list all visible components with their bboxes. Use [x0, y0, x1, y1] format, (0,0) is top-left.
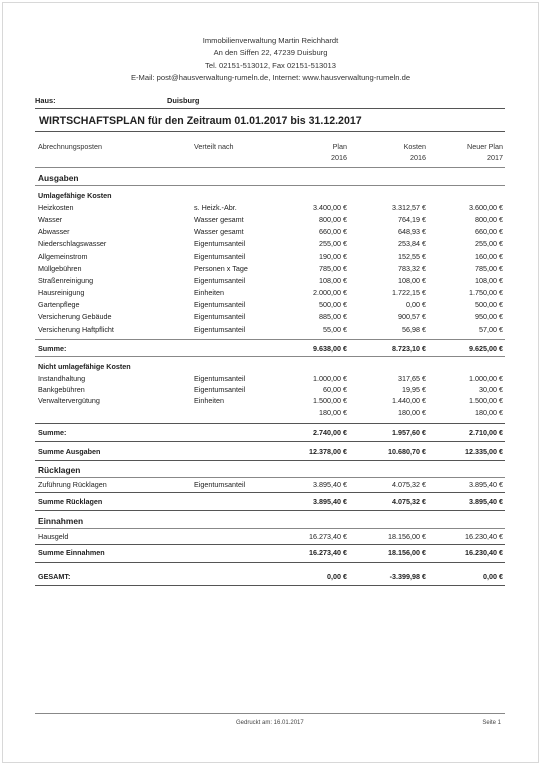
- row-plan-2016: 55,00 €: [323, 324, 347, 334]
- table-row: [35, 312, 505, 324]
- row-plan-2016: 1.000,00 €: [313, 374, 347, 383]
- row-distribution: Eigentumsanteil: [194, 374, 246, 383]
- divider: [35, 528, 505, 529]
- row-name: Bankgebühren: [38, 385, 85, 395]
- footer-printed: Gedruckt am: 16.01.2017: [236, 720, 304, 726]
- row-distribution: Eigentumsanteil: [194, 312, 246, 322]
- divider: [35, 356, 505, 357]
- row-distribution: Eigentumsanteil: [194, 251, 246, 261]
- row-distribution: Wasser gesamt: [194, 215, 244, 225]
- row-neuer-plan-2017: 660,00 €: [475, 227, 503, 237]
- row-plan-2016: 16.273,40 €: [309, 532, 347, 541]
- row-plan-2016: 255,00 €: [319, 239, 347, 249]
- row-kosten-2016: 317,65 €: [398, 374, 426, 383]
- row-kosten-2016: 152,55 €: [398, 251, 426, 261]
- row-neuer-plan-2017: 180,00 €: [475, 407, 503, 417]
- table-row: [35, 300, 505, 312]
- row-kosten-2016: 3.312,57 €: [392, 203, 426, 212]
- sum-row: [35, 428, 505, 440]
- table-row: [35, 203, 505, 215]
- divider: [35, 423, 505, 424]
- row-plan-2016: 1.500,00 €: [313, 396, 347, 406]
- row-plan-2016: 3.895,40 €: [313, 480, 347, 489]
- row-name: Hausgeld: [38, 532, 69, 541]
- row-neuer-plan-2017: 1.500,00 €: [469, 396, 503, 406]
- row-neuer-plan-2017: 800,00 €: [475, 215, 503, 225]
- table-row: [35, 288, 505, 300]
- row-kosten-2016: 0,00 €: [406, 300, 426, 310]
- row-name: Summe Ausgaben: [38, 447, 101, 456]
- divider: [35, 167, 505, 168]
- row-plan-2016: 660,00 €: [319, 227, 347, 237]
- col-header-neuer: [467, 141, 503, 163]
- divider: [35, 441, 505, 442]
- row-neuer-plan-2017: 500,00 €: [475, 300, 503, 310]
- row-neuer-plan-2017: 785,00 €: [475, 263, 503, 273]
- row-distribution: Eigentumsanteil: [194, 275, 246, 285]
- row-plan-2016: 0,00 €: [327, 572, 347, 581]
- row-kosten-2016: 56,98 €: [402, 324, 426, 334]
- row-name: GESAMT:: [38, 572, 71, 581]
- row-name: Hausreinigung: [38, 288, 85, 298]
- total-row: [35, 497, 505, 509]
- row-name: Wasser: [38, 215, 63, 225]
- table-row: [35, 480, 505, 492]
- footer-divider: [35, 713, 505, 714]
- row-plan-2016: 800,00 €: [319, 215, 347, 225]
- table-row: [35, 396, 505, 408]
- row-distribution: Eigentumsanteil: [194, 324, 246, 334]
- document-title: WIRTSCHAFTSPLAN für den Zeitraum 01.01.2017 bis 31.12.2017: [39, 115, 362, 127]
- row-plan-2016: 180,00 €: [319, 407, 347, 417]
- row-plan-2016: 16.273,40 €: [309, 548, 347, 557]
- row-plan-2016: 2.000,00 €: [313, 288, 347, 298]
- house-info: [35, 96, 505, 105]
- row-plan-2016: 500,00 €: [319, 300, 347, 310]
- row-plan-2016: 60,00 €: [323, 385, 347, 395]
- row-neuer-plan-2017: 12.335,00 €: [465, 447, 503, 456]
- row-kosten-2016: 10.680,70 €: [388, 447, 426, 456]
- col-header-neuer-label: Neuer Plan: [467, 142, 503, 151]
- col-header-kosten: [404, 141, 426, 163]
- divider: [35, 477, 505, 478]
- divider: [35, 585, 505, 586]
- row-plan-2016: 785,00 €: [319, 263, 347, 273]
- company-name: Immobilienverwaltung Martin Reichhardt: [202, 36, 339, 45]
- row-kosten-2016: 900,57 €: [398, 312, 426, 322]
- divider: [35, 562, 505, 563]
- row-kosten-2016: 8.723,10 €: [392, 344, 426, 353]
- row-name: Summe Rücklagen: [38, 497, 103, 506]
- col-header-posten: Abrechnungsposten: [38, 142, 102, 151]
- divider: [35, 544, 505, 545]
- row-name: Verwaltervergütung: [38, 396, 100, 406]
- row-neuer-plan-2017: 9.625,00 €: [469, 344, 503, 353]
- row-kosten-2016: 1.957,60 €: [392, 428, 426, 437]
- table-row: [35, 215, 505, 227]
- row-kosten-2016: 253,84 €: [398, 239, 426, 249]
- row-neuer-plan-2017: 16.230,40 €: [465, 548, 503, 557]
- table-row: [35, 408, 505, 420]
- table-row: [35, 239, 505, 251]
- row-neuer-plan-2017: 57,00 €: [479, 324, 503, 334]
- table-row: [35, 532, 505, 544]
- row-kosten-2016: 19,95 €: [402, 385, 426, 395]
- row-kosten-2016: 4.075,32 €: [392, 480, 426, 489]
- subsection-title-nicht-umlage: Nicht umlagefähige Kosten: [38, 362, 131, 371]
- row-name: Zuführung Rücklagen: [38, 480, 107, 489]
- section-title-ruecklagen: Rücklagen: [38, 465, 81, 475]
- row-neuer-plan-2017: 0,00 €: [483, 572, 503, 581]
- table-row: [35, 264, 505, 276]
- total-row: [35, 447, 505, 459]
- row-distribution: Eigentumsanteil: [194, 300, 246, 310]
- row-name: Niederschlagswasser: [38, 239, 107, 249]
- table-row: [35, 385, 505, 397]
- row-plan-2016: 3.400,00 €: [313, 203, 347, 212]
- row-name: Summe:: [38, 344, 67, 353]
- row-name: Müllgebühren: [38, 263, 82, 273]
- col-header-kosten-year: 2016: [410, 153, 426, 162]
- table-row: [35, 227, 505, 239]
- row-distribution: s. Heizk.-Abr.: [194, 203, 237, 212]
- row-name: Summe:: [38, 428, 67, 437]
- row-kosten-2016: 783,32 €: [398, 263, 426, 273]
- row-neuer-plan-2017: 108,00 €: [475, 275, 503, 285]
- row-kosten-2016: 180,00 €: [398, 407, 426, 417]
- row-neuer-plan-2017: 1.000,00 €: [469, 374, 503, 383]
- house-value: Duisburg: [167, 96, 200, 105]
- row-kosten-2016: 648,93 €: [398, 227, 426, 237]
- company-address: An den Siffen 22, 47239 Duisburg: [213, 48, 328, 58]
- house-label: Haus:: [35, 96, 56, 105]
- col-header-neuer-year: 2017: [487, 153, 503, 162]
- col-header-kosten-label: Kosten: [403, 142, 426, 151]
- row-name: Summe Einnahmen: [38, 548, 105, 557]
- divider: [35, 510, 505, 511]
- row-neuer-plan-2017: 255,00 €: [475, 239, 503, 249]
- row-plan-2016: 108,00 €: [319, 275, 347, 285]
- row-kosten-2016: -3.399,98 €: [389, 572, 426, 581]
- row-distribution: Eigentumsanteil: [194, 385, 246, 395]
- sum-row: [35, 344, 505, 356]
- row-name: Heizkosten: [38, 203, 74, 212]
- row-kosten-2016: 18.156,00 €: [388, 548, 426, 557]
- col-header-verteilt: Verteilt nach: [194, 142, 234, 151]
- row-kosten-2016: 4.075,32 €: [392, 497, 426, 506]
- company-phone: Tel. 02151-513012, Fax 02151-513013: [205, 60, 336, 70]
- row-neuer-plan-2017: 16.230,40 €: [465, 532, 503, 541]
- row-kosten-2016: 18.156,00 €: [388, 532, 426, 541]
- divider: [35, 185, 505, 186]
- row-name: Allgemeinstrom: [38, 251, 88, 261]
- footer-page: Seite 1: [482, 720, 501, 726]
- company-contact: E-Mail: post@hausverwaltung-rumeln.de, Internet: www.hausverwaltung-rumeln.de: [130, 73, 411, 83]
- row-plan-2016: 12.378,00 €: [309, 447, 347, 456]
- row-name: Abwasser: [38, 227, 70, 237]
- row-neuer-plan-2017: 3.895,40 €: [469, 497, 503, 506]
- col-header-plan-label: Plan: [332, 142, 347, 151]
- col-header-plan-year: 2016: [331, 153, 347, 162]
- row-name: Versicherung Gebäude: [38, 312, 112, 322]
- row-distribution: Einheiten: [194, 288, 224, 298]
- row-name: Gartenpflege: [38, 300, 80, 310]
- row-neuer-plan-2017: 1.750,00 €: [469, 288, 503, 298]
- total-row: [35, 548, 505, 560]
- divider: [35, 492, 505, 493]
- table-row: [35, 325, 505, 337]
- row-neuer-plan-2017: 950,00 €: [475, 312, 503, 322]
- row-plan-2016: 885,00 €: [319, 312, 347, 322]
- row-plan-2016: 2.740,00 €: [313, 428, 347, 437]
- row-distribution: Einheiten: [194, 396, 224, 406]
- row-neuer-plan-2017: 3.895,40 €: [469, 480, 503, 489]
- row-name: Versicherung Haftpflicht: [38, 324, 114, 334]
- row-plan-2016: 9.638,00 €: [313, 344, 347, 353]
- col-header-plan: [331, 141, 347, 163]
- row-distribution: Eigentumsanteil: [194, 480, 246, 489]
- row-kosten-2016: 1.440,00 €: [392, 396, 426, 406]
- title-bar: [35, 108, 505, 132]
- subsection-title-umlage: Umlagefähige Kosten: [38, 191, 112, 200]
- row-kosten-2016: 764,19 €: [398, 215, 426, 225]
- row-neuer-plan-2017: 160,00 €: [475, 251, 503, 261]
- table-row: [35, 374, 505, 386]
- letterhead: [0, 35, 541, 85]
- row-neuer-plan-2017: 30,00 €: [479, 385, 503, 395]
- divider: [35, 339, 505, 340]
- section-title-ausgaben: Ausgaben: [38, 173, 79, 183]
- row-plan-2016: 3.895,40 €: [313, 497, 347, 506]
- row-distribution: Personen x Tage: [194, 263, 248, 273]
- row-plan-2016: 190,00 €: [319, 251, 347, 261]
- row-neuer-plan-2017: 3.600,00 €: [469, 203, 503, 212]
- table-row: [35, 276, 505, 288]
- grand-total-row: [35, 572, 505, 584]
- row-distribution: Wasser gesamt: [194, 227, 244, 237]
- section-title-einnahmen: Einnahmen: [38, 516, 84, 526]
- table-row: [35, 252, 505, 264]
- row-neuer-plan-2017: 2.710,00 €: [469, 428, 503, 437]
- row-distribution: Eigentumsanteil: [194, 239, 246, 249]
- row-kosten-2016: 1.722,15 €: [392, 288, 426, 298]
- row-kosten-2016: 108,00 €: [398, 275, 426, 285]
- row-name: Instandhaltung: [38, 374, 86, 383]
- row-name: Straßenreinigung: [38, 275, 94, 285]
- divider: [35, 460, 505, 461]
